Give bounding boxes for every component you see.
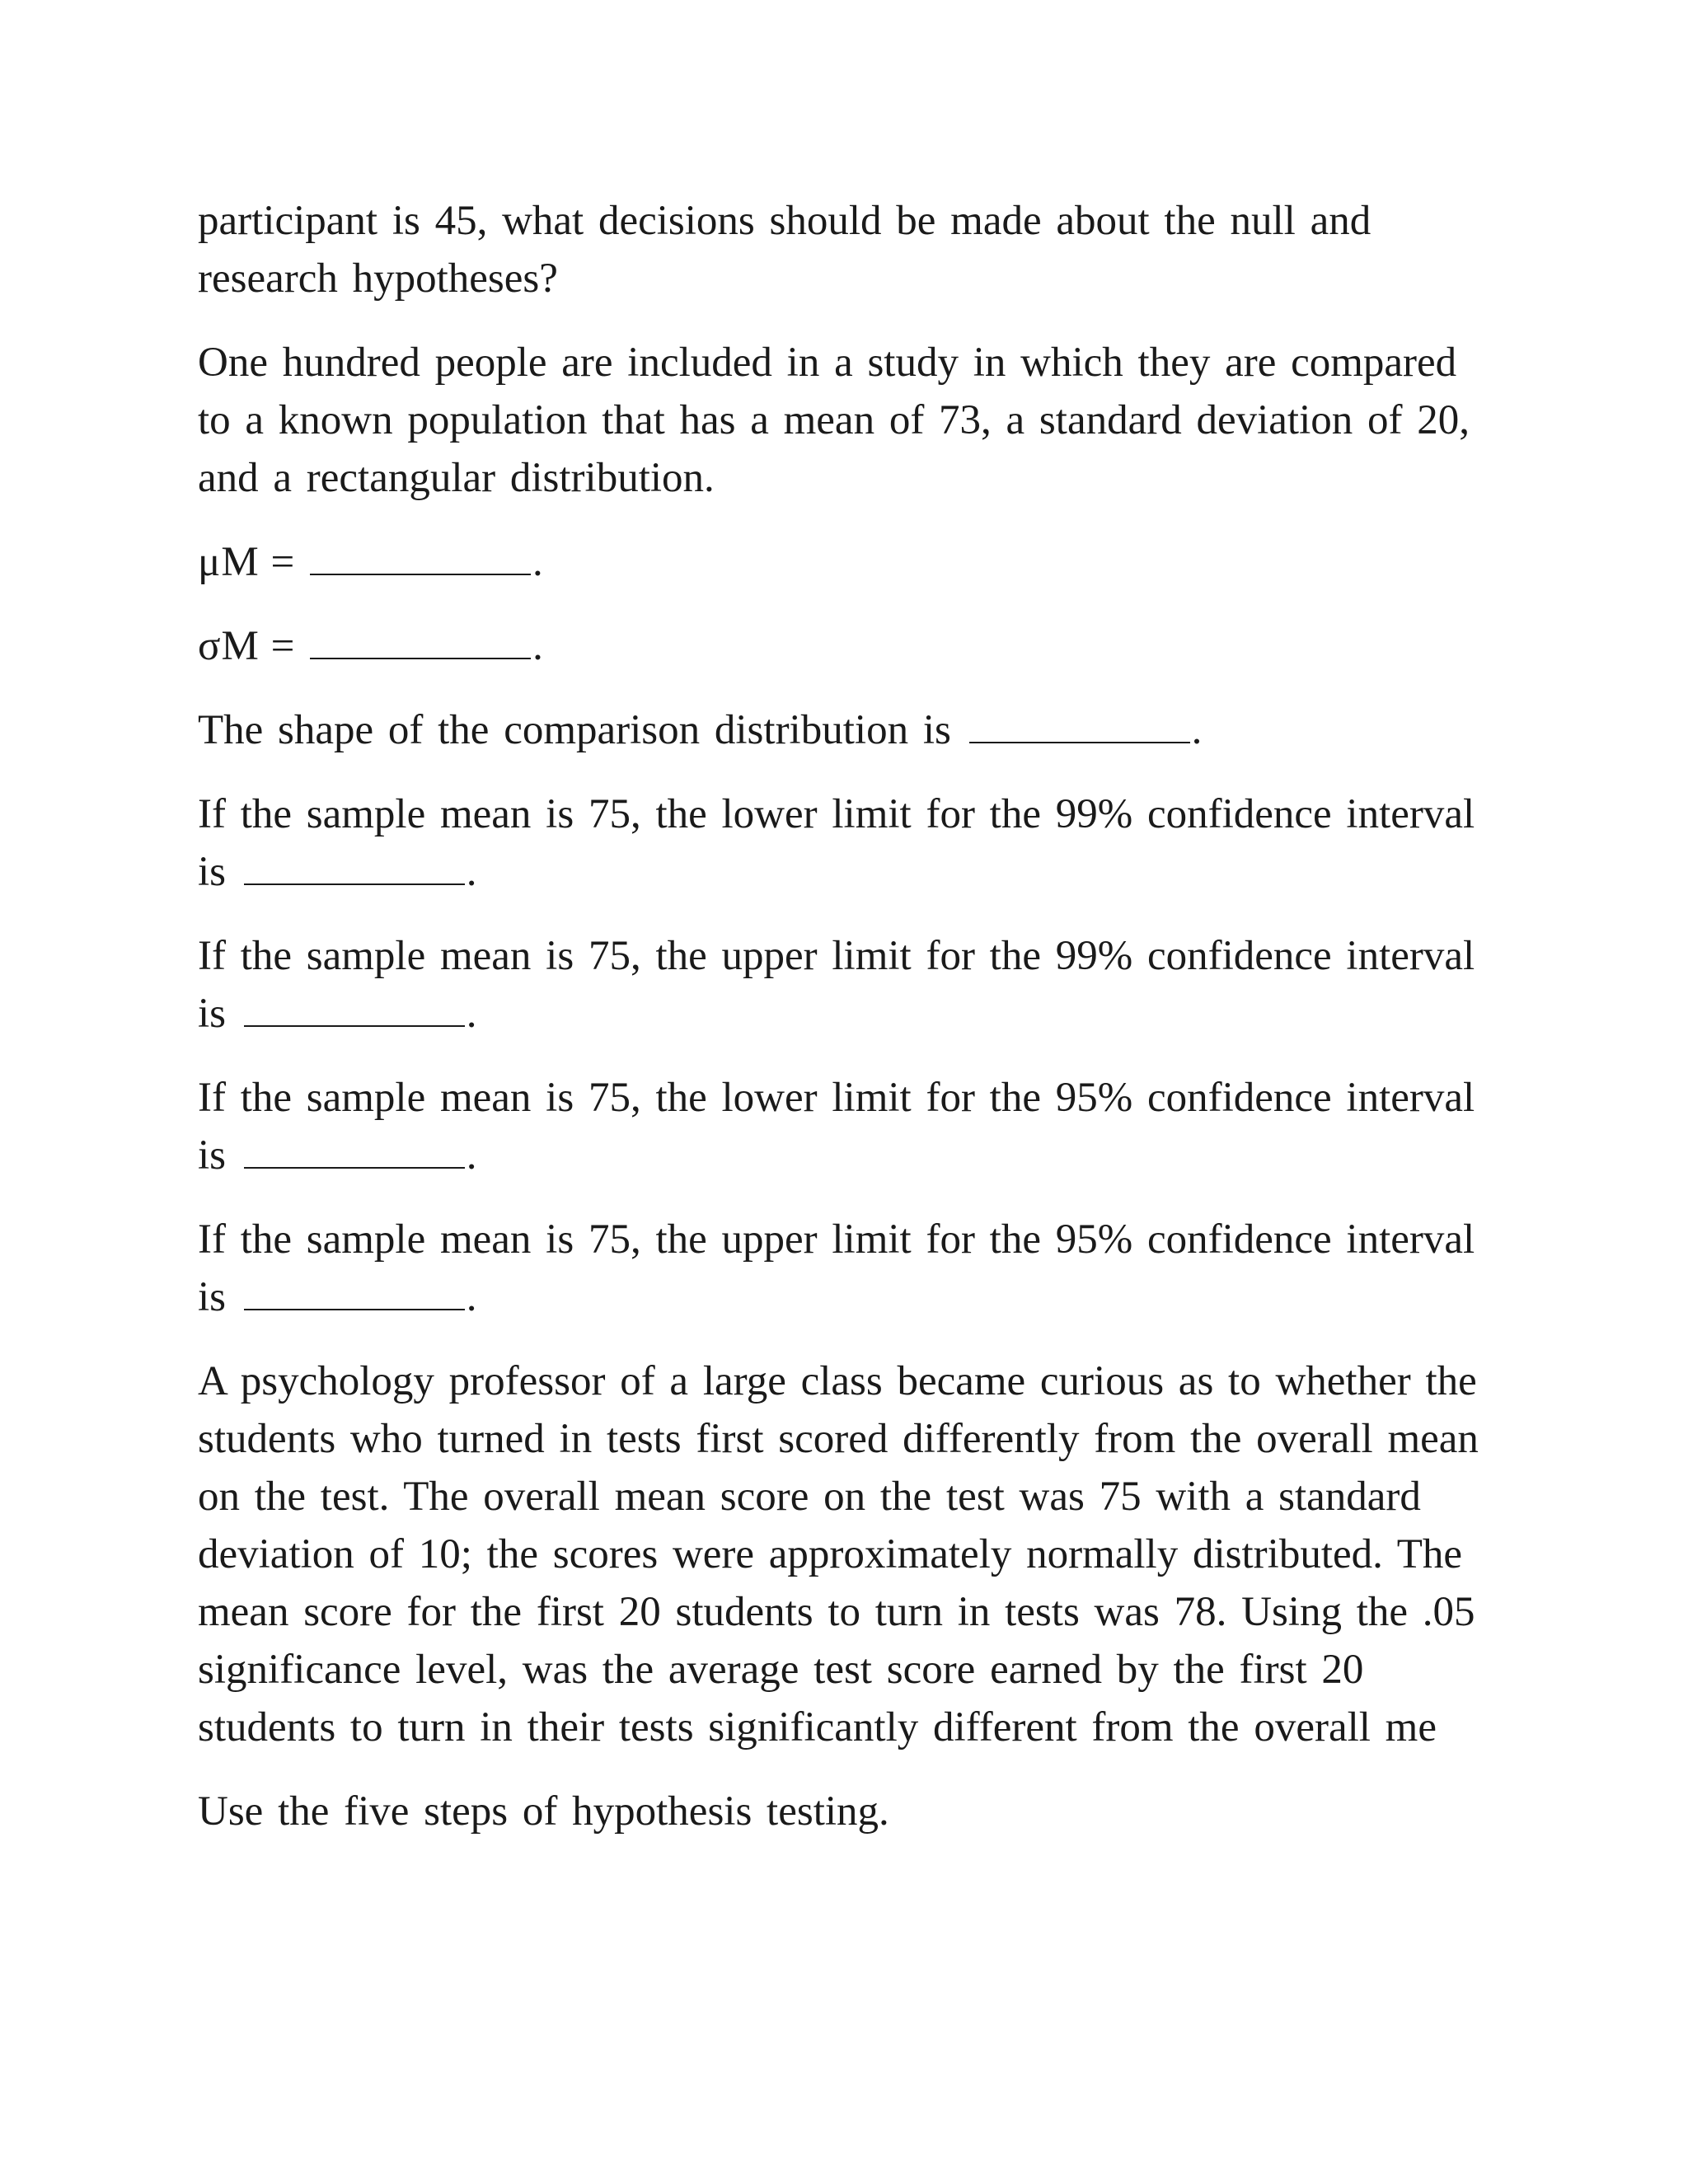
answer-blank — [310, 573, 531, 575]
fill-in-mu-m — [198, 533, 1500, 591]
fill-in-suffix: . — [532, 539, 544, 585]
fill-in-suffix: . — [532, 623, 544, 669]
fill-in-lower-99 — [198, 785, 1500, 901]
fill-in-prefix: The shape of the comparison distribution is — [198, 707, 951, 753]
fill-in-suffix: . — [1191, 707, 1203, 753]
answer-blank — [310, 657, 531, 659]
fill-in-upper-95 — [198, 1211, 1500, 1326]
document-page — [198, 192, 1500, 1867]
fill-in-prefix: σM = — [198, 623, 296, 669]
fill-in-suffix: . — [466, 1274, 477, 1320]
fill-in-prefix: If the sample mean is 75, the lower limit for the 99% confidence interval is — [198, 791, 1475, 895]
fill-in-prefix: μM = — [198, 539, 296, 585]
question-continuation: participant is 45, what decisions should be made about the null and research hypotheses? — [198, 198, 1372, 302]
instruction-text: Use the five steps of hypothesis testing. — [198, 1788, 889, 1835]
problem-statement: A psychology professor of a large class became curious as to whether the students who turned in tests first scored differently from the overall mean on the test. The overall mean score on the test was 75 with a standard deviation of 10; the scores were approximately normally distributed. The mean score for the first 20 students to turn in tests was 78. Using the .05 significance level, was the average test score earned by the first 20 students to turn in their tests significantly different from the overall me — [198, 1358, 1479, 1750]
study-description: One hundred people are included in a study in which they are compared to a known population that has a mean of 73, a standard deviation of 20, and a rectangular distribution. — [198, 340, 1470, 501]
answer-blank — [244, 1308, 465, 1310]
fill-in-lower-95 — [198, 1069, 1500, 1184]
fill-in-prefix: If the sample mean is 75, the upper limit for the 95% confidence interval is — [198, 1216, 1475, 1320]
fill-in-prefix: If the sample mean is 75, the lower limit for the 95% confidence interval is — [198, 1075, 1475, 1179]
fill-in-prefix: If the sample mean is 75, the upper limit for the 99% confidence interval is — [198, 933, 1475, 1037]
fill-in-suffix: . — [466, 849, 477, 895]
answer-blank — [969, 741, 1190, 743]
fill-in-shape — [198, 701, 1500, 759]
fill-in-suffix: . — [466, 991, 477, 1037]
fill-in-upper-99 — [198, 927, 1500, 1043]
fill-in-sigma-m — [198, 617, 1500, 675]
answer-blank — [244, 1166, 465, 1169]
fill-in-suffix: . — [466, 1132, 477, 1179]
answer-blank — [244, 883, 465, 885]
answer-blank — [244, 1024, 465, 1027]
